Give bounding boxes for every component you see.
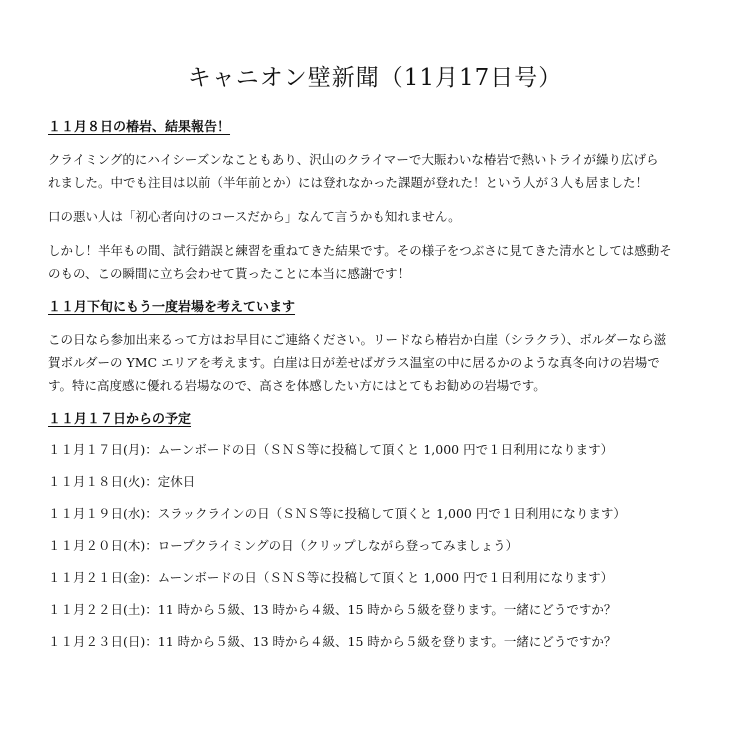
section-schedule [48,408,708,652]
plan-paragraph: この日なら参加出来るって方はお早目にご連絡ください。リードなら椿岩か白崖（シラクラ）、ボルダーなら滋 賀ボルダーの YMC エリアを考えます。白崖は日が差せばガラス温室の中に居るかのような真冬向けの岩場で す。特に高度感に優れる岩場なので、高さを体感したい方にはとてもお勧めの岩場です。 [48,332,667,393]
schedule-item: １１月１９日(水)：スラックラインの日（ＳＮＳ等に投稿して頂くと 1,000 円で１日利用になります） [48,506,626,521]
schedule-item: １１月２２日(土)：11 時から５級、13 時から４級、15 時から５級を登ります。一緒にどうですか？ [48,602,617,617]
report-paragraph-2: 口の悪い人は「初心者向けのコースだから」なんて言うかも知れません。 [48,209,461,224]
section-plan [48,296,708,397]
newsletter-body [48,116,708,664]
schedule-item: １１月２３日(日)：11 時から５級、13 時から４級、15 時から５級を登ります。一緒にどうですか？ [48,634,617,649]
report-paragraph-3: しかし！半年もの間、試行錯誤と練習を重ねてきた結果です。その様子をつぶさに見てきた清水としては感動そ のもの、この瞬間に立ち会わせて貰ったことに本当に感謝です！ [48,243,672,281]
section-heading-schedule: １１月１７日からの予定 [48,412,192,427]
schedule-item: １１月２１日(金)：ムーンボードの日（ＳＮＳ等に投稿して頂くと 1,000 円で１日利用になります） [48,570,614,585]
section-report [48,116,708,285]
section-heading-plan: １１月下旬にもう一度岩場を考えています [48,300,296,315]
schedule-item: １１月１８日(火)：定休日 [48,474,196,489]
report-paragraph-1: クライミング的にハイシーズンなこともあり、沢山のクライマーで大賑わいな椿岩で熱いトライが繰り広げら れました。中でも注目は以前（半年前とか）には登れなかった課題が登れた！という人が３人も居ました！ [48,152,659,190]
section-heading-report: １１月８日の椿岩、結果報告！ [48,120,231,135]
schedule-item: １１月１７日(月)：ムーンボードの日（ＳＮＳ等に投稿して頂くと 1,000 円で１日利用になります） [48,442,614,457]
schedule-item: １１月２０日(木)：ロープクライミングの日（クリップしながら登ってみましょう） [48,538,519,553]
page-title: キャニオン壁新聞（11月17日号） [187,65,563,91]
